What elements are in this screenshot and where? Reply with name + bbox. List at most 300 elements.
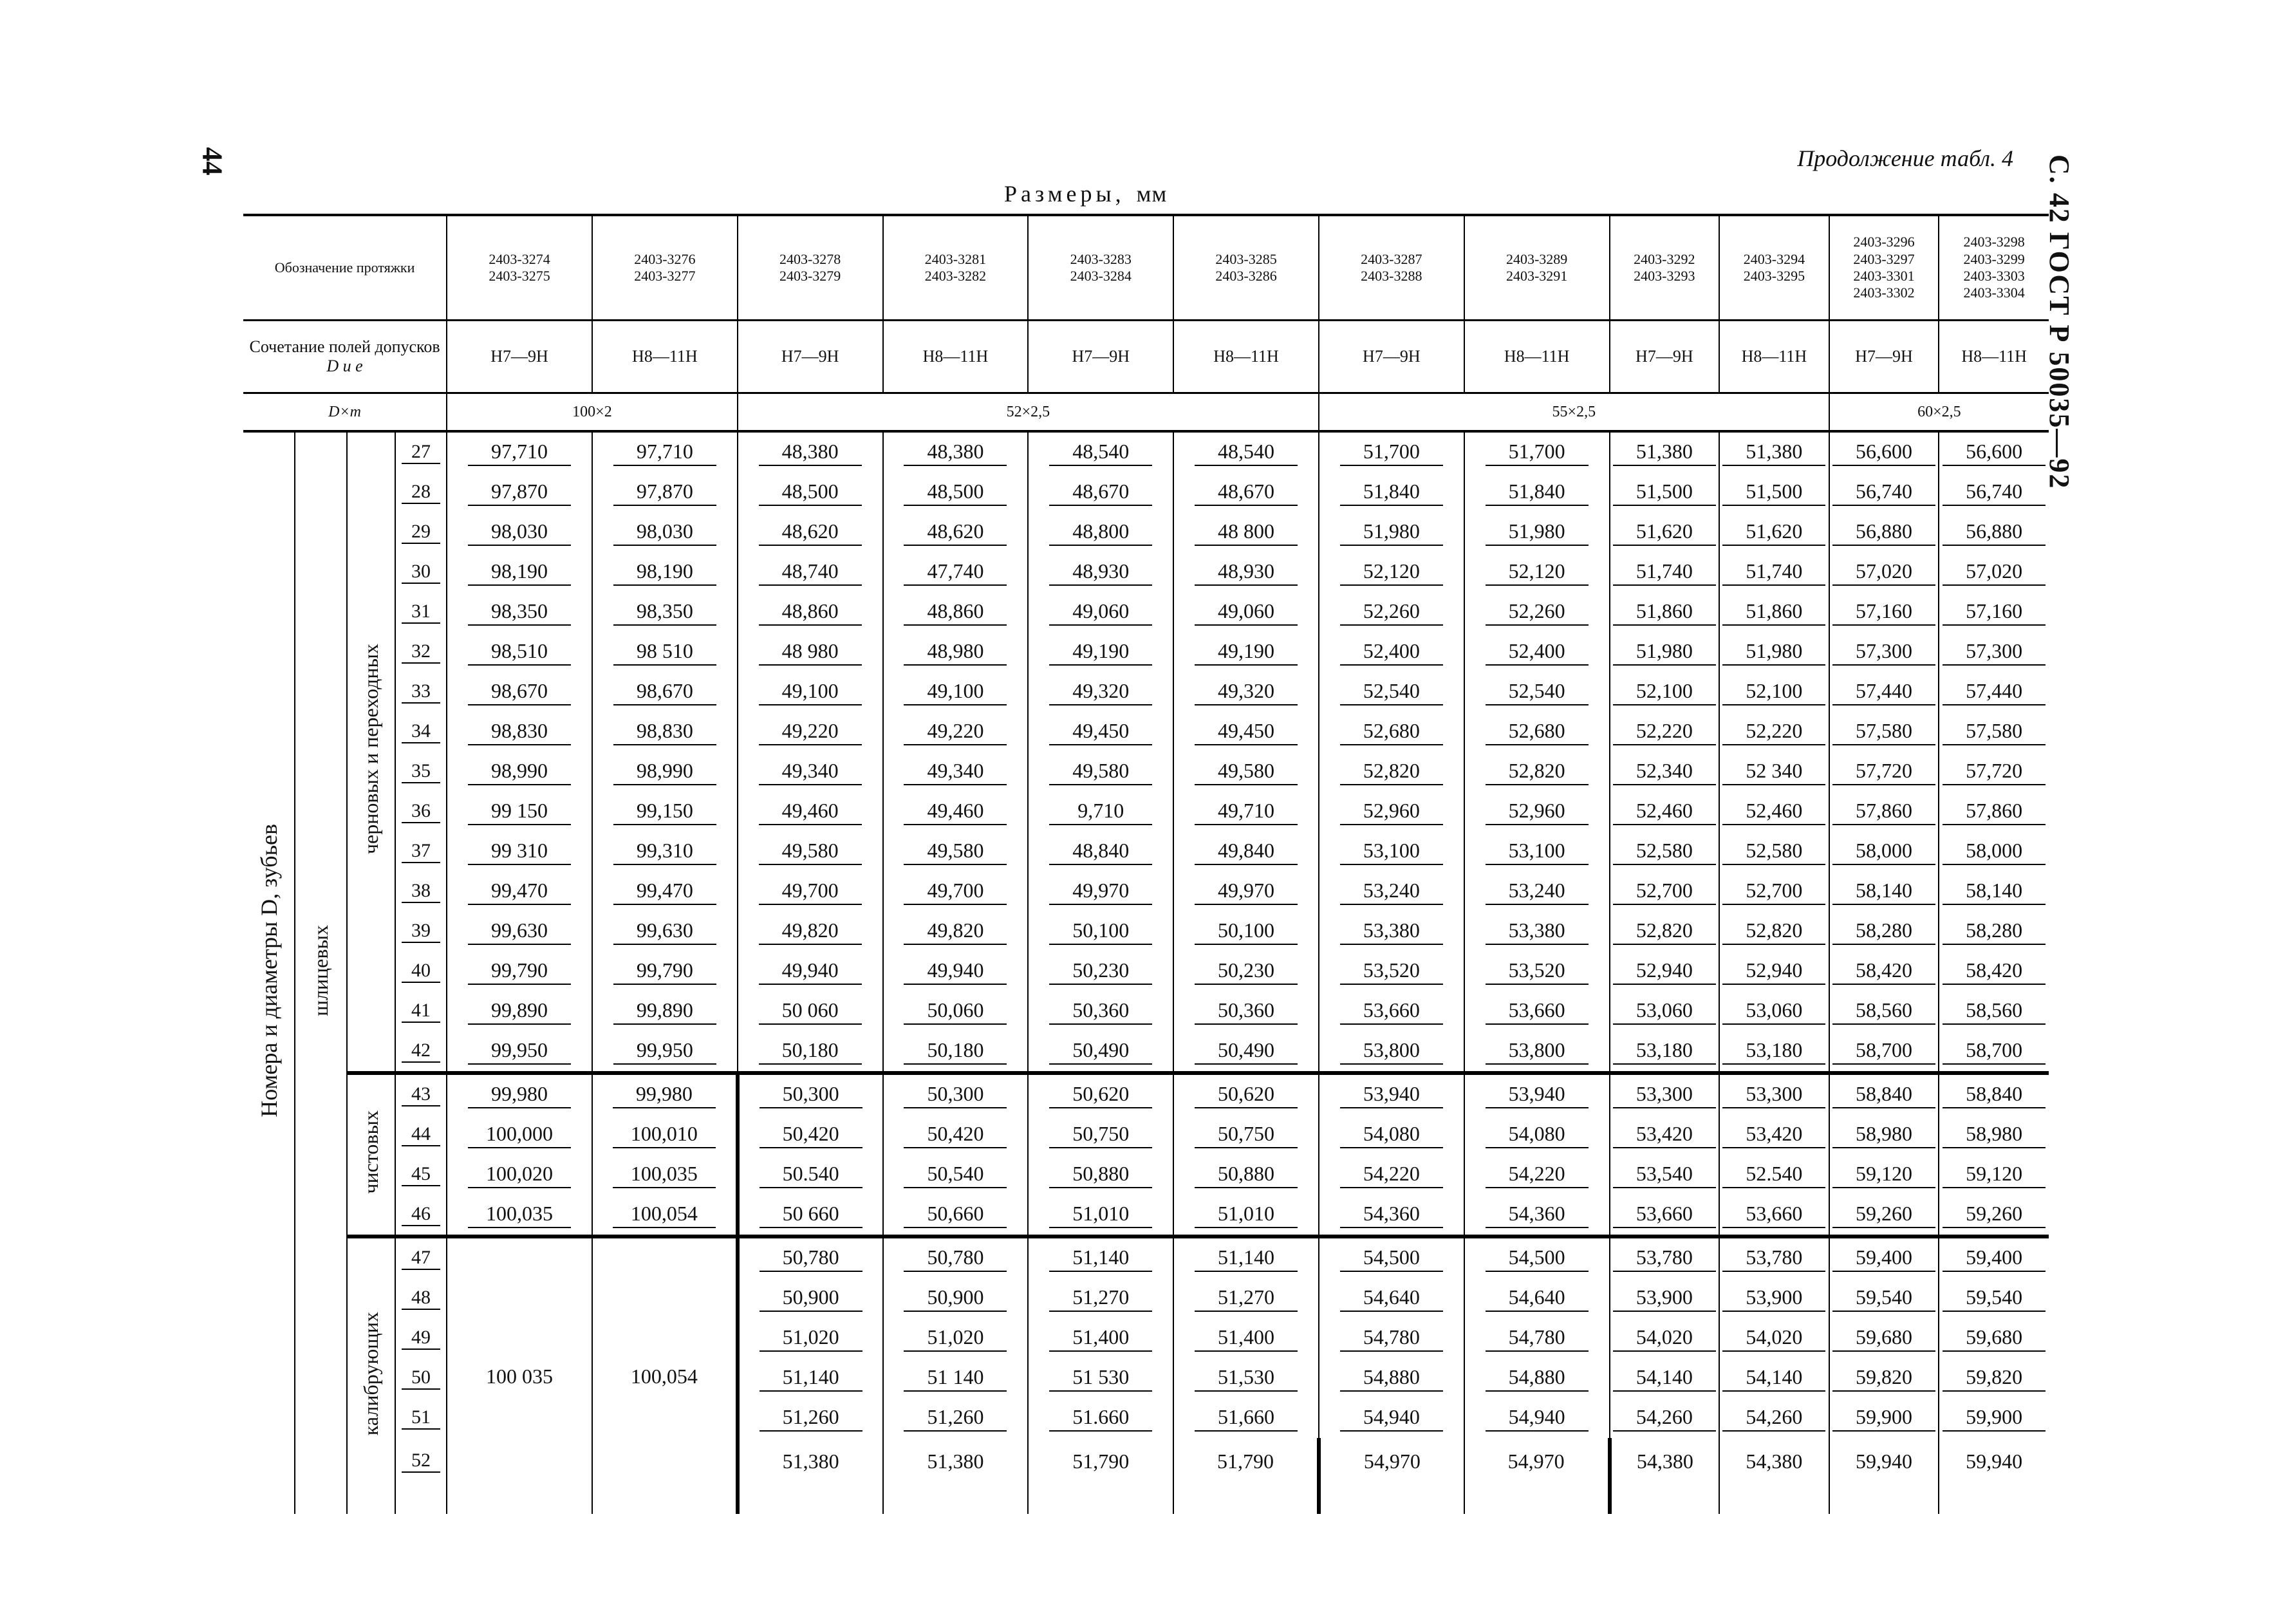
table-cell [1939, 1438, 2049, 1514]
table-cell [447, 1155, 592, 1195]
table-cell [738, 552, 883, 592]
table-cell-value: 48,620 [759, 519, 862, 546]
dxm-group-header: 60×2,5 [1829, 393, 2049, 432]
table-cell-value: 50,180 [904, 1038, 1007, 1065]
merged-value: 100,054 [592, 1237, 738, 1514]
table-cell [1173, 1031, 1319, 1073]
table-cell [1829, 512, 1939, 552]
table-cell [883, 1115, 1029, 1155]
table-cell [1464, 1358, 1610, 1398]
table-cell-value: 51,380 [1722, 440, 1825, 466]
table-cell [447, 1031, 592, 1073]
column-code-header: 2403-3298 2403-3299 2403-3303 2403-3304 [1939, 215, 2049, 321]
table-cell [1028, 911, 1173, 951]
table-cell-value: 99,980 [613, 1082, 716, 1108]
table-cell-value: 99,790 [468, 958, 571, 985]
table-cell-value: 56,600 [1943, 440, 2046, 466]
table-cell [1829, 1195, 1939, 1237]
table-cell [1464, 1318, 1610, 1358]
table-cell-value: 54,940 [1340, 1405, 1443, 1432]
table-cell-value: 51,700 [1340, 440, 1443, 466]
table-cell [1028, 1237, 1173, 1278]
table-cell-value: 49,450 [1195, 719, 1298, 745]
table-cell [592, 552, 738, 592]
table-cell-value: 51,020 [760, 1325, 862, 1352]
table-cell-value: 51,400 [1195, 1325, 1298, 1352]
tooth-number [395, 991, 447, 1031]
table-cell [738, 632, 883, 672]
table-cell-value: 52,820 [1722, 919, 1825, 945]
tooth-number [395, 1358, 447, 1398]
table-cell [1719, 1358, 1829, 1398]
table-row [243, 431, 2049, 472]
table-cell-value: 54,880 [1486, 1365, 1589, 1392]
table-cell-value: 51,620 [1722, 519, 1825, 546]
table-cell [1319, 1031, 1464, 1073]
table-cell [1028, 472, 1173, 512]
table-cell [1939, 832, 2049, 872]
table-cell-value: 100,010 [613, 1122, 716, 1148]
table-cell [1028, 1115, 1173, 1155]
table-cell-value: 51,660 [1195, 1405, 1298, 1432]
table-cell [1719, 832, 1829, 872]
table-cell-value: 48,500 [904, 480, 1007, 506]
table-cell [1319, 1358, 1464, 1398]
table-cell [447, 552, 592, 592]
table-cell [1829, 911, 1939, 951]
table-cell [1028, 632, 1173, 672]
tooth-number-text: 35 [402, 760, 440, 783]
table-cell [1829, 431, 1939, 472]
table-cell-value: 52,680 [1340, 719, 1443, 745]
table-cell [1939, 1278, 2049, 1318]
table-cell-value: 53,520 [1340, 958, 1443, 985]
column-code-header: 2403-3276 2403-3277 [592, 215, 738, 321]
table-cell-value: 100,035 [468, 1202, 571, 1228]
gost-side-header: С. 42 ГОСТ Р 50035—92 [2044, 154, 2075, 490]
table-cell [1939, 472, 2049, 512]
table-cell-value: 52,340 [1613, 759, 1716, 785]
table-cell-value: 54,140 [1722, 1365, 1825, 1392]
table-cell-value: 49,940 [904, 958, 1007, 985]
table-cell-value: 51,010 [1195, 1202, 1298, 1228]
table-cell [1028, 832, 1173, 872]
table-cell-value: 51,530 [1195, 1365, 1298, 1392]
tooth-group-label-text: чистовых [359, 1110, 382, 1194]
column-code-header: 2403-3296 2403-3297 2403-3301 2403-3302 [1829, 215, 1939, 321]
table-cell [1829, 1073, 1939, 1115]
table-cell [1939, 872, 2049, 911]
table-cell [1173, 911, 1319, 951]
table-cell [1319, 712, 1464, 752]
table-cell-value: 51,270 [1195, 1285, 1298, 1312]
table-cell [1719, 1031, 1829, 1073]
table-cell-value: 54,080 [1340, 1122, 1443, 1148]
table-cell [1829, 1438, 1939, 1514]
table-cell [1464, 1073, 1610, 1115]
table-row [243, 632, 2049, 672]
table-cell-value: 51,860 [1613, 599, 1716, 626]
table-cell-value: 54,380 [1746, 1450, 1803, 1473]
table-cell-value: 59,940 [1966, 1450, 2023, 1473]
table-cell [1464, 552, 1610, 592]
table-cell-value: 52,220 [1722, 719, 1825, 745]
column-tolerance-header: H7—9H [738, 321, 883, 393]
tooth-number-text: 42 [402, 1040, 440, 1063]
table-cell [1319, 1398, 1464, 1438]
table-cell-value: 99,890 [613, 998, 716, 1025]
table-cell-value: 56,600 [1832, 440, 1935, 466]
table-cell-value: 49,820 [759, 919, 862, 945]
table-cell [447, 1073, 592, 1115]
table-cell [447, 431, 592, 472]
table-cell-value: 56,880 [1943, 519, 2046, 546]
table-cell [447, 951, 592, 991]
merged-value: 100 035 [447, 1237, 592, 1514]
table-cell-value: 54,780 [1486, 1325, 1589, 1352]
table-cell [1939, 1115, 2049, 1155]
table-cell-value: 51,790 [1217, 1450, 1274, 1473]
tooth-number-text: 32 [402, 640, 440, 664]
table-cell [738, 752, 883, 792]
table-cell-value: 51,980 [1613, 639, 1716, 666]
table-cell-value: 54,360 [1340, 1202, 1443, 1228]
table-cell [1829, 872, 1939, 911]
column-code-header: 2403-3283 2403-3284 [1028, 215, 1173, 321]
tooth-number [395, 1438, 447, 1514]
table-cell [1028, 712, 1173, 752]
table-cell-value: 52,820 [1340, 759, 1443, 785]
table-cell-value: 97,870 [468, 480, 571, 506]
tolerance-letters: D и e [326, 357, 363, 375]
table-cell-value: 59,120 [1832, 1162, 1935, 1188]
table-cell [1719, 712, 1829, 752]
table-cell-value: 53,520 [1486, 958, 1589, 985]
table-cell-value: 51,980 [1486, 519, 1589, 546]
table-cell [1829, 472, 1939, 512]
table-cell [738, 592, 883, 632]
table-cell [738, 832, 883, 872]
table-cell-value: 53,420 [1722, 1122, 1825, 1148]
table-cell-value: 52,580 [1722, 839, 1825, 865]
table-cell-value: 54,940 [1486, 1405, 1589, 1432]
table-cell [1173, 1155, 1319, 1195]
table-cell-value: 48,800 [1049, 519, 1152, 546]
tooth-number [395, 1237, 447, 1278]
table-cell-value: 51,010 [1049, 1202, 1152, 1228]
tooth-number-text: 50 [402, 1367, 440, 1390]
table-cell [738, 1237, 883, 1278]
table-cell [1939, 1195, 2049, 1237]
table-cell [1028, 431, 1173, 472]
table-cell [1610, 1073, 1720, 1115]
table-cell-value: 50,880 [1049, 1162, 1152, 1188]
table-cell-value: 52,220 [1613, 719, 1716, 745]
table-cell [447, 1115, 592, 1155]
table-cell-value: 48,930 [1049, 559, 1152, 586]
table-cell-value: 51,840 [1486, 480, 1589, 506]
tooth-number-text: 33 [402, 680, 440, 704]
tooth-number-text: 46 [402, 1203, 440, 1226]
table-cell-value: 99,950 [468, 1038, 571, 1065]
table-cell [592, 991, 738, 1031]
table-cell-value: 58,000 [1943, 839, 2046, 865]
table-cell-value: 54,260 [1613, 1405, 1716, 1432]
tooth-number [395, 792, 447, 832]
table-cell [1829, 792, 1939, 832]
table-cell [1173, 1318, 1319, 1358]
table-cell-value: 50,420 [760, 1122, 862, 1148]
table-cell [1829, 1278, 1939, 1318]
table-cell [738, 672, 883, 712]
tooth-group-label-text: черновых и переходных [359, 644, 382, 855]
table-cell-value: 52,960 [1486, 799, 1589, 825]
table-cell-value: 54,780 [1340, 1325, 1443, 1352]
table-cell [738, 991, 883, 1031]
table-cell [447, 792, 592, 832]
table-cell [1319, 951, 1464, 991]
table-cell [1173, 1358, 1319, 1398]
column-tolerance-header: H8—11H [1939, 321, 2049, 393]
table-cell [1939, 1237, 2049, 1278]
table-cell-value: 53,940 [1340, 1082, 1443, 1108]
table-cell [1028, 1195, 1173, 1237]
table-cell-value: 97,870 [613, 480, 716, 506]
table-cell [1319, 911, 1464, 951]
table-cell [1939, 1358, 2049, 1398]
column-tolerance-header: H7—9H [1319, 321, 1464, 393]
table-cell [883, 752, 1029, 792]
table-cell-value: 54,970 [1363, 1450, 1421, 1473]
table-cell-value: 99,790 [613, 958, 716, 985]
table-cell [883, 512, 1029, 552]
table-cell [1028, 552, 1173, 592]
table-cell [1464, 712, 1610, 752]
table-cell [1610, 592, 1720, 632]
table-cell [592, 592, 738, 632]
table-cell [1319, 592, 1464, 632]
table-cell-value: 50,620 [1049, 1082, 1152, 1108]
table-cell-value: 59,900 [1943, 1405, 2046, 1432]
table-cell-value: 50,100 [1195, 919, 1298, 945]
table-cell-value: 49,460 [904, 799, 1007, 825]
table-cell-value: 58,560 [1943, 998, 2046, 1025]
table-cell [738, 1155, 883, 1195]
table-row [243, 1237, 2049, 1278]
table-cell-value: 49,580 [1049, 759, 1152, 785]
table-cell-value: 52,100 [1613, 679, 1716, 705]
table-cell-value: 49,060 [1049, 599, 1152, 626]
table-cell [447, 592, 592, 632]
table-cell-value: 50,060 [904, 998, 1007, 1025]
table-cell-value: 57,440 [1832, 679, 1935, 705]
table-cell [1719, 1438, 1829, 1514]
table-cell [1464, 1155, 1610, 1195]
table-cell [1939, 1318, 2049, 1358]
table-cell-value: 51,740 [1722, 559, 1825, 586]
table-cell-value: 57,300 [1832, 639, 1935, 666]
table-cell [1829, 1155, 1939, 1195]
column-tolerance-header: H7—9H [1610, 321, 1720, 393]
table-cell [1173, 792, 1319, 832]
table-cell [447, 712, 592, 752]
table-cell [592, 832, 738, 872]
table-cell-value: 54,220 [1486, 1162, 1589, 1188]
table-cell [1719, 672, 1829, 712]
table-cell [1610, 1438, 1720, 1514]
table-cell [1173, 592, 1319, 632]
table-row [243, 1195, 2049, 1237]
table-cell [1173, 632, 1319, 672]
table-cell-value: 100,020 [468, 1162, 571, 1188]
table-cell [738, 472, 883, 512]
table-cell-value: 98,990 [468, 759, 571, 785]
table-cell [1719, 552, 1829, 592]
table-cell-value: 52,540 [1340, 679, 1443, 705]
table-cell [1610, 1115, 1720, 1155]
table-cell [592, 911, 738, 951]
page-number: 44 [196, 147, 228, 176]
tooth-group-label [347, 431, 395, 1073]
table-cell-value: 57,300 [1943, 639, 2046, 666]
table-cell [1173, 752, 1319, 792]
table-cell [1829, 752, 1939, 792]
table-cell [447, 752, 592, 792]
table-cell-value: 53,180 [1722, 1038, 1825, 1065]
tooth-number-text: 34 [402, 720, 440, 743]
table-row [243, 552, 2049, 592]
table-cell [1610, 431, 1720, 472]
table-cell [738, 792, 883, 832]
table-cell [592, 1073, 738, 1115]
table-cell [1028, 1073, 1173, 1115]
table-cell [1610, 792, 1720, 832]
table-cell-value: 53,660 [1340, 998, 1443, 1025]
table-cell-value: 59,900 [1832, 1405, 1935, 1432]
table-cell [883, 832, 1029, 872]
tooth-number [395, 1073, 447, 1115]
tooth-number-text: 40 [402, 960, 440, 983]
table-cell [1173, 1278, 1319, 1318]
tooth-number [395, 872, 447, 911]
tooth-number [395, 512, 447, 552]
table-cell [1464, 672, 1610, 712]
table-cell [1610, 951, 1720, 991]
table-cell-value: 97,710 [468, 440, 571, 466]
tooth-number-text: 38 [402, 880, 440, 903]
table-cell [447, 632, 592, 672]
tooth-number-text: 29 [402, 521, 440, 544]
table-cell-value: 50,230 [1195, 958, 1298, 985]
table-cell-value: 98,030 [613, 519, 716, 546]
table-cell [883, 1073, 1029, 1115]
table-cell [1464, 872, 1610, 911]
table-cell-value: 48,380 [759, 440, 862, 466]
table-cell [447, 672, 592, 712]
tooth-number [395, 1115, 447, 1155]
tooth-number [395, 1398, 447, 1438]
table-cell [883, 1278, 1029, 1318]
table-cell [1610, 991, 1720, 1031]
table-cell-value: 52,260 [1486, 599, 1589, 626]
table-cell-value: 48,860 [759, 599, 862, 626]
table-cell-value: 50,230 [1049, 958, 1152, 985]
table-cell-value: 58,840 [1832, 1082, 1935, 1108]
table-cell [1028, 991, 1173, 1031]
table-cell-value: 53,780 [1613, 1246, 1716, 1272]
table-cell [592, 1031, 738, 1073]
table-cell-value: 50 060 [759, 998, 862, 1025]
table-cell [1028, 1438, 1173, 1514]
table-cell-value: 48 980 [759, 639, 862, 666]
table-cell-value: 51,700 [1486, 440, 1589, 466]
table-cell [592, 752, 738, 792]
spline-label [295, 431, 346, 1514]
table-cell [1939, 752, 2049, 792]
table-cell-value: 59,940 [1856, 1450, 1913, 1473]
table-cell-value: 99,150 [613, 799, 716, 825]
table-cell-value: 50,420 [904, 1122, 1007, 1148]
table-cell [1939, 1031, 2049, 1073]
table-cell-value: 50,490 [1195, 1038, 1298, 1065]
table-cell-value: 50,490 [1049, 1038, 1152, 1065]
table-cell [592, 672, 738, 712]
table-cell-value: 48,840 [1049, 839, 1152, 865]
table-cell-value: 51 140 [904, 1365, 1007, 1392]
table-cell-value: 59,400 [1943, 1246, 2046, 1272]
table-cell-value: 59,680 [1943, 1325, 2046, 1352]
table-cell-value: 54,380 [1636, 1450, 1693, 1473]
tooth-number [395, 712, 447, 752]
table-cell [592, 1115, 738, 1155]
broach-dimensions-table [243, 214, 2049, 1514]
table-cell-value: 54,880 [1340, 1365, 1443, 1392]
table-cell-value: 99,950 [613, 1038, 716, 1065]
table-row [243, 792, 2049, 832]
table-cell [1319, 792, 1464, 832]
table-cell [1464, 1237, 1610, 1278]
table-cell [1719, 1278, 1829, 1318]
table-cell-value: 50,880 [1195, 1162, 1298, 1188]
table-cell [592, 1195, 738, 1237]
table-cell-value: 49,190 [1049, 639, 1152, 666]
table-cell-value: 54,970 [1507, 1450, 1565, 1473]
table-cell [1464, 991, 1610, 1031]
table-cell-value: 52,540 [1486, 679, 1589, 705]
table-cell-value: 48,380 [904, 440, 1007, 466]
table-cell-value: 54,020 [1613, 1325, 1716, 1352]
table-cell-value: 50,780 [760, 1246, 862, 1272]
tooth-number [395, 552, 447, 592]
table-cell-value: 58,000 [1832, 839, 1935, 865]
table-cell-value: 58,140 [1832, 879, 1935, 905]
table-cell [1028, 672, 1173, 712]
table-cell [1610, 1195, 1720, 1237]
table-cell-value: 49,580 [1195, 759, 1298, 785]
table-cell [1719, 1318, 1829, 1358]
table-cell-value: 53,180 [1613, 1038, 1716, 1065]
table-cell-value: 51,980 [1340, 519, 1443, 546]
table-cell-value: 98,510 [468, 639, 571, 666]
table-cell-value: 98,350 [613, 599, 716, 626]
table-cell [883, 431, 1029, 472]
column-code-header: 2403-3285 2403-3286 [1173, 215, 1319, 321]
table-cell-value: 51,140 [1049, 1246, 1152, 1272]
table-cell-value: 59,540 [1832, 1285, 1935, 1312]
table-cell-value: 51,500 [1613, 480, 1716, 506]
tooth-number-text: 28 [402, 481, 440, 504]
table-cell [1610, 1031, 1720, 1073]
